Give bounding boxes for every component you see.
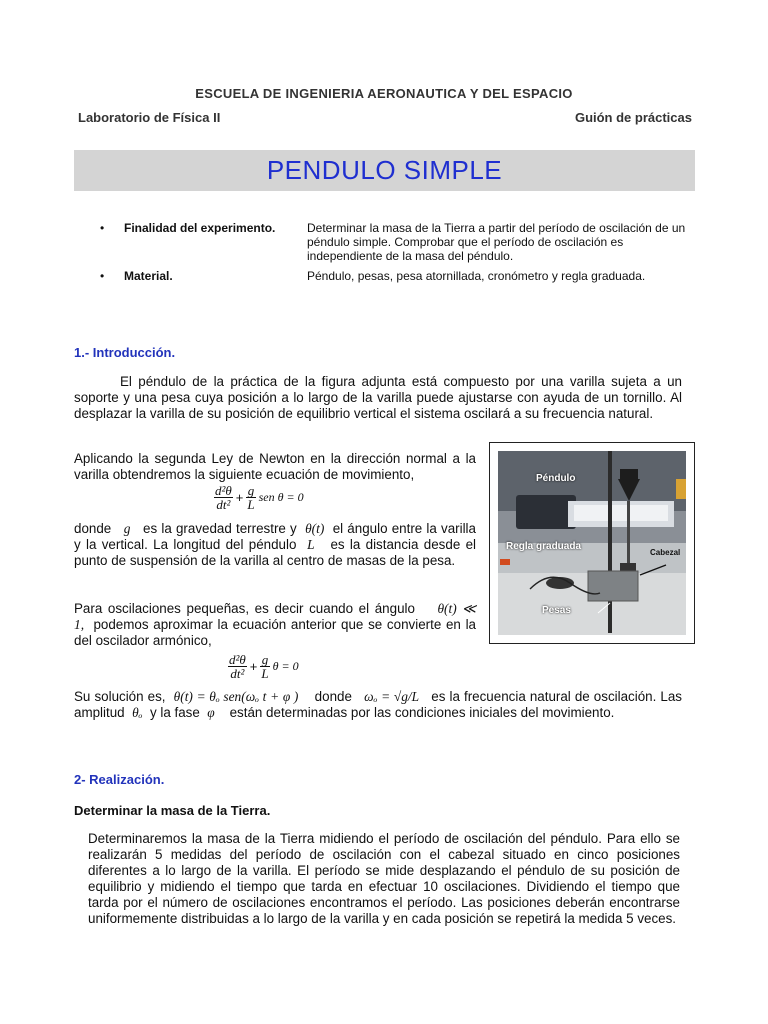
bullet-symbol: • [100,269,105,283]
subheading-earth-mass: Determinar la masa de la Tierra. [74,803,271,818]
bullet-text-purpose: Determinar la masa de la Tierra a partir del período de oscilación de un péndulo simple. Comprobar que el período de oscilación es independiente de la masa del péndulo. [307,221,686,263]
bullet-label-material: Material. [124,269,173,283]
title-bar [74,150,695,191]
intro-paragraph-2: Aplicando la segunda Ley de Newton en la dirección normal a la varilla obtendremos la siguiente ecuación de movimiento, [74,451,476,482]
bullet-label-purpose: Finalidad del experimento. [124,221,276,235]
intro-paragraph-3: donde g es la gravedad terrestre y θ(t) el ángulo entre la varilla y la vertical. La longitud del péndulo L es la distancia desde el punto de suspensión de la varilla al centro de masas de la pesa. [74,521,477,568]
guide-label: Guión de prácticas [574,110,692,125]
section-heading-procedure: 2- Realización. [74,772,165,787]
intro-paragraph-4: Para oscilaciones pequeñas, es decir cuando el ángulo θ(t) ≪ 1, podemos aproximar la ecuación anterior que se convierte en la del oscilador armónico, [74,601,476,648]
figure-label-pendulum: Péndulo [536,473,576,484]
intro-paragraph-1: El péndulo de la práctica de la figura adjunta está compuesto por una varilla sujeta a un soporte y una pesa cuya posición a lo largo de la varilla puede ajustarse con ayuda de un tornillo. Al desplazar la varilla de su posición de equilibrio vertical el sistema oscilará a su frecuencia natural. [74,374,682,421]
intro-paragraph-5: Su solución es, θ(t) = θₒ sen(ωₒ t + φ ) donde ωₒ = √g/L es la frecuencia natural de oscilación. Las amplitud θₒ y la fase φ están determinadas por las condiciones iniciales del movimiento. [74,689,682,720]
bullet-text-material: Péndulo, pesas, pesa atornillada, cronómetro y regla graduada. [307,269,646,283]
school-name: ESCUELA DE INGENIERIA AERONAUTICA Y DEL ESPACIO [195,86,573,101]
figure-label-ruler: Regla graduada [506,541,582,552]
equation-harmonic: $\frac{\text{d²θ}}{\text{dt²}}$ + $\frac{g}{L}$ θ = 0 [229,652,299,681]
pendulum-photo [489,442,695,644]
equation-motion: $\frac{\text{d²θ}}{\text{dt²}}$ + $\frac{g}{L}$ sen θ = 0 [215,483,304,512]
bullet-symbol: • [100,221,105,235]
figure-label-weights: Pesas [542,605,571,616]
procedure-paragraph: Determinaremos la masa de la Tierra midiendo el período de oscilación del péndulo. Para ello se realizarán 5 medidas del período de oscilación con el cabezal situado en cinco posiciones diferentes a lo largo de la varilla. El período se mide desplazando el péndulo de su posición de equilibrio y midiendo el tiempo que tarda en efectuar 10 oscilaciones. Dividiendo el tiempo que tarda por el número de oscilaciones encontramos el período. Las posiciones deberán encontrarse uniformemente distribuidas a lo largo de la varilla y en cada posición se repetirá la medida 5 veces. [88,831,680,926]
section-heading-intro: 1.- Introducción. [74,345,176,360]
figure-label-head: Cabezal [650,548,681,557]
page-title: PENDULO SIMPLE [266,155,503,185]
lab-name: Laboratorio de Física II [78,110,221,125]
